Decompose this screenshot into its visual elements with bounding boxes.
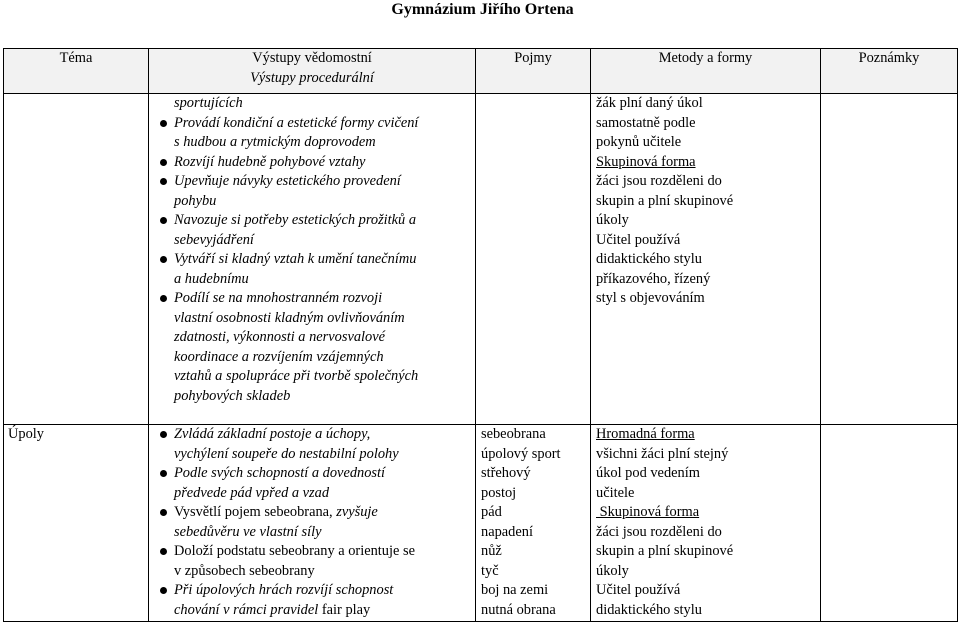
pojem-item: střehový	[481, 465, 531, 481]
outcome-text: fair play	[321, 601, 371, 618]
metody-line: úkol pod vedením	[596, 465, 700, 481]
pojem-item: boj na zemi	[481, 582, 549, 598]
pojmy-cell	[476, 94, 591, 425]
outcome-item: Rozvíjí hudebně pohybové vztahy	[156, 153, 471, 173]
metody-line: Učitel používá	[596, 582, 681, 598]
header-vystupy-vedomostni: Výstupy vědomostní	[252, 50, 372, 66]
header-vystupy	[149, 49, 476, 94]
metody-line: Skupinová forma	[596, 153, 696, 170]
outcome-item: Zvládá základní postoje a úchopy,	[156, 425, 471, 445]
outcome-item-cont: pohybu	[174, 192, 217, 209]
pojmy-cell	[476, 425, 591, 622]
pojem-item: nutná obrana	[481, 601, 556, 618]
outcome-text: Vysvětlí pojem sebeobrana,	[174, 504, 337, 520]
outcome-item-cont	[156, 601, 471, 621]
pojem-item: nůž	[481, 543, 502, 559]
outcome-item: Podílí se na mnohostranném rozvoji	[156, 289, 471, 309]
table-row	[4, 425, 958, 622]
pojem-item: tyč	[481, 562, 499, 579]
curriculum-table	[3, 48, 958, 622]
pojem-item: sebeobrana	[481, 426, 546, 442]
outcome-item-cont: zdatnosti, výkonnosti a nervosvalové	[174, 329, 386, 345]
outcome-item-cont: vztahů a spolupráce při tvorbě společných	[174, 368, 419, 384]
metody-line: žák plní daný úkol	[596, 95, 703, 111]
metody-line: Skupinová forma	[596, 504, 700, 520]
poznamky-cell	[821, 425, 958, 622]
outcome-lead: sportujících	[174, 95, 243, 111]
outcome-item-cont: koordinace a rozvíjením vzájemných	[174, 348, 384, 365]
outcomes-cell	[149, 94, 476, 425]
outcome-text: chování v rámci pravidel	[174, 601, 322, 618]
metody-line: Učitel používá	[596, 231, 681, 248]
metody-cell	[591, 425, 821, 622]
outcome-item: Upevňuje návyky estetického provedení	[156, 172, 471, 192]
metody-line: didaktického stylu	[596, 601, 702, 618]
pojem-item: napadení	[481, 523, 533, 540]
metody-line: úkoly	[596, 562, 629, 579]
pojem-item: úpolový sport	[481, 445, 561, 462]
outcome-item-cont: sebedůvěru ve vlastní síly	[174, 523, 322, 540]
metody-line: styl s objevováním	[596, 290, 705, 306]
metody-line: samostatně podle	[596, 114, 696, 131]
table-row	[4, 94, 958, 425]
metody-line: příkazového, řízený	[596, 270, 711, 287]
outcome-item-cont: s hudbou a rytmickým doprovodem	[174, 134, 376, 150]
header-pojmy: Pojmy	[476, 49, 591, 94]
header-metody: Metody a formy	[591, 49, 821, 94]
outcome-item-cont: pohybových skladeb	[174, 387, 291, 404]
outcome-item: Provádí kondiční a estetické formy cvičení	[156, 114, 471, 134]
outcome-item-cont: a hudebnímu	[174, 270, 249, 287]
pojem-item: postoj	[481, 484, 517, 501]
table-header-row	[4, 49, 958, 94]
metody-line: žáci jsou rozděleni do	[596, 173, 722, 189]
metody-line: didaktického stylu	[596, 251, 702, 267]
metody-cell	[591, 94, 821, 425]
outcome-item-cont: v způsobech sebeobrany	[174, 562, 315, 579]
pojem-item: pád	[481, 504, 502, 520]
topic-cell	[4, 94, 149, 425]
outcome-item: Navozuje si potřeby estetických prožitků a	[156, 211, 471, 231]
document-title: Gymnázium Jiřího Ortena	[391, 1, 574, 18]
metody-line: úkoly	[596, 212, 629, 228]
outcomes-cell	[149, 425, 476, 622]
header-tema: Téma	[4, 49, 149, 94]
metody-line: skupin a plní skupinové	[596, 192, 734, 209]
outcome-item-cont: sebevyjádření	[174, 231, 254, 248]
header-vystupy-proceduralni: Výstupy procedurální	[250, 69, 374, 86]
metody-line: pokynů učitele	[596, 134, 682, 150]
outcome-item-cont: předvede pád vpřed a vzad	[174, 484, 330, 501]
outcome-item: Podle svých schopností a dovedností	[156, 464, 471, 484]
metody-line: žáci jsou rozděleni do	[596, 523, 722, 540]
metody-line: učitele	[596, 484, 635, 501]
metody-line: všichni žáci plní stejný	[596, 445, 729, 462]
outcome-item: Doloží podstatu sebeobrany a orientuje se	[156, 542, 471, 562]
outcome-item-cont: vlastní osobnosti kladným ovlivňováním	[174, 309, 405, 326]
metody-line: Hromadná forma	[596, 426, 695, 442]
topic-cell: Úpoly	[4, 425, 149, 622]
outcome-item: Vytváří si kladný vztah k umění tanečnímu	[156, 250, 471, 270]
header-poznamky: Poznámky	[821, 49, 958, 94]
outcome-item: Při úpolových hrách rozvíjí schopnost	[156, 581, 471, 601]
metody-line: skupin a plní skupinové	[596, 543, 734, 559]
poznamky-cell	[821, 94, 958, 425]
outcome-item-cont: vychýlení soupeře do nestabilní polohy	[174, 445, 399, 462]
outcome-text: zvyšuje	[336, 504, 378, 520]
outcome-item	[156, 503, 471, 523]
